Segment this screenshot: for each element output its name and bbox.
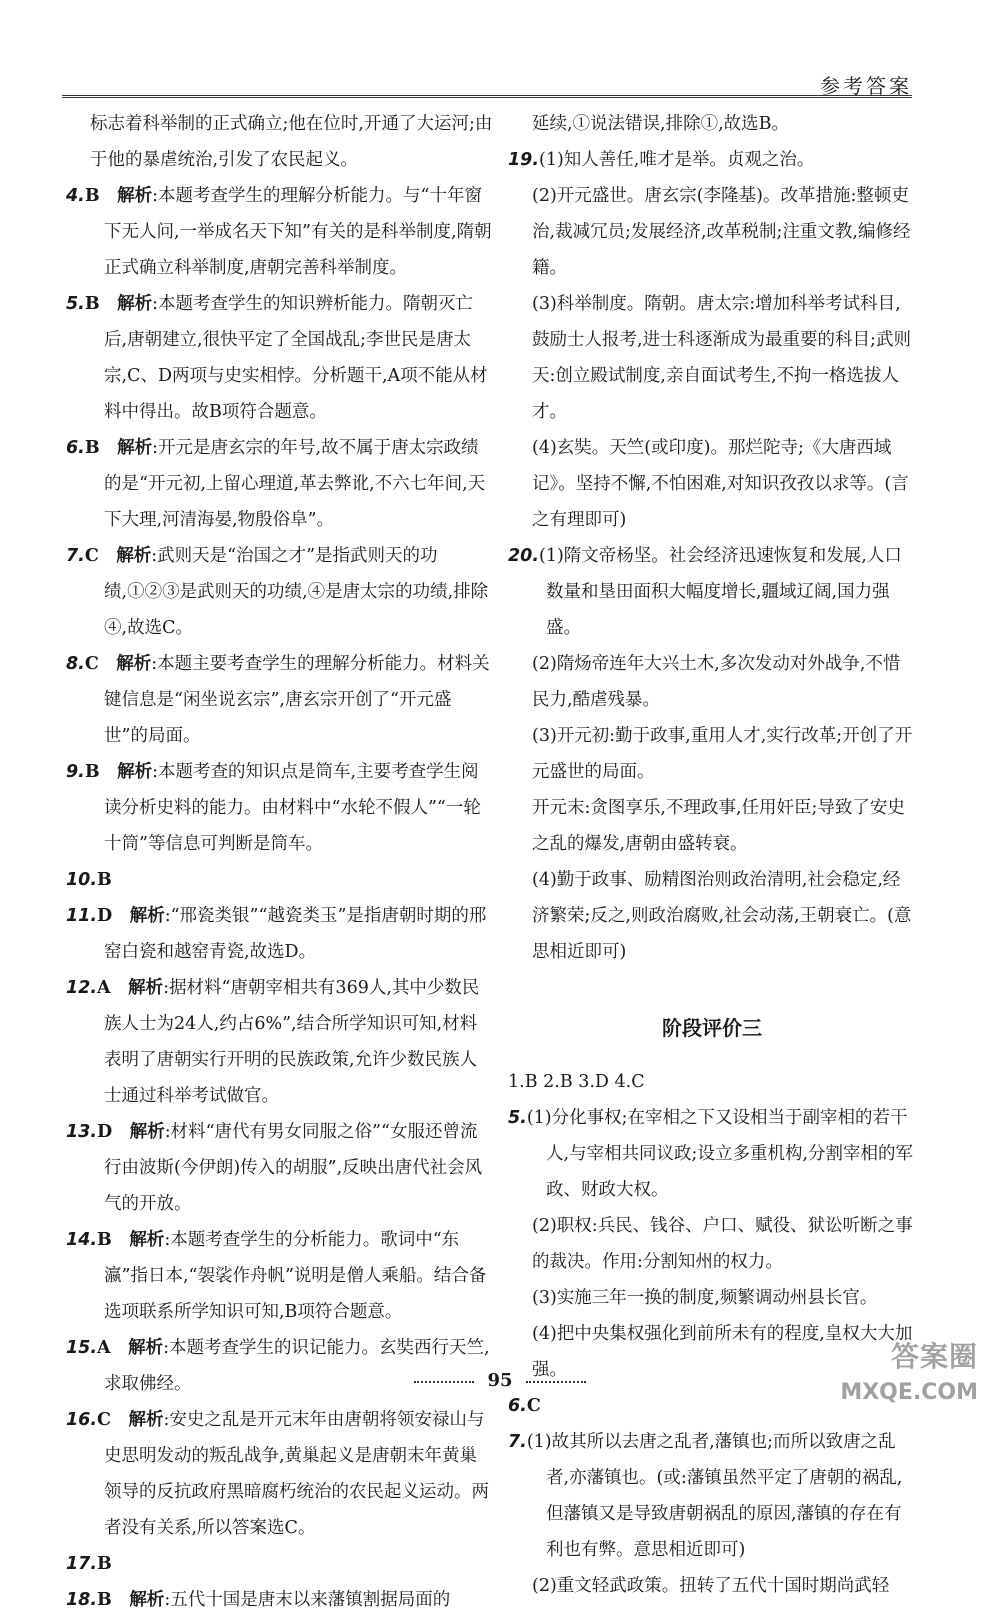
sub-answer: (2)职权:兵民、钱谷、户口、赋役、狱讼听断之事的裁决。作用:分割知州的权力。	[532, 1216, 913, 1272]
answer-item	[66, 538, 494, 646]
question-number: 17.	[66, 1554, 98, 1574]
sub-answer: (2)隋炀帝连年大兴土木,多次发动对外战争,不惜民力,酷虐残暴。	[532, 654, 901, 710]
answer-choice: D	[97, 1122, 113, 1142]
answer-text: (1)故其所以去唐之乱者,藩镇也;而所以致唐之乱者,亦藩镇也。(或:藩镇虽然平定了唐朝的祸乱,但藩镇又是导致唐朝祸乱的原因,藩镇的存在有利也有弊。意思相近即可)	[526, 1432, 903, 1560]
answer-text: :本题考查学生的知识辨析能力。隋朝灭亡后,唐朝建立,很快平定了全国战乱;李世民是唐太宗,C、D两项与史实相悖。分析题干,A项不能从材料中得出。故B项符合题意。	[104, 294, 488, 422]
explanation-label: 解析	[128, 1410, 164, 1430]
answer-choice: B	[97, 1230, 112, 1250]
answer-choice: C	[526, 1396, 541, 1416]
question-number: 14.	[66, 1230, 98, 1250]
question-number: 7.	[508, 1432, 527, 1452]
answer-choice: B	[84, 294, 100, 314]
header-title: 参考答案	[820, 74, 912, 98]
watermark-url	[840, 1380, 978, 1405]
answer-choice: C	[97, 1410, 111, 1430]
answer-text: :本题主要考查学生的理解分析能力。材料关键信息是“闲坐说玄宗”,唐玄宗开创了“开元盛世”的局面。	[104, 654, 490, 746]
sub-answer: (3)实施三年一换的制度,频繁调动州县长官。	[532, 1288, 878, 1308]
watermark-url-text: MXQE.COM	[840, 1380, 978, 1405]
sub-answer: (2)重文轻武政策。扭转了五代十国时期尚武轻	[532, 1576, 890, 1596]
sub-answer: (4)勤于政事、励精图治则政治清明,社会稳定,经济繁荣;反之,则政治腐败,社会动荡,王朝衰亡。(意思相近即可)	[532, 870, 912, 962]
sub-answer: (4)玄奘。天竺(或印度)。那烂陀寺;《大唐西域记》。坚持不懈,不怕困难,对知识孜孜以求等。(言之有理即可)	[532, 438, 909, 530]
answer-text: :本题考查学生的识记能力。玄奘西行天竺,求取佛经。	[104, 1338, 490, 1394]
answer-item	[66, 178, 494, 286]
header-rule	[62, 95, 912, 98]
explanation-label: 解析	[129, 1122, 165, 1142]
answer-text: (1)知人善任,唯才是举。贞观之治。	[539, 150, 815, 170]
explanation-label: 解析	[117, 186, 153, 206]
answer-item	[66, 1222, 494, 1330]
continued-text: 延续,①说法错误,排除①,故选B。	[532, 114, 790, 134]
question-number: 6.	[66, 438, 85, 458]
section-title: 阶段评价三	[662, 1016, 762, 1040]
answer-text: :本题考查学生的理解分析能力。与“十年窗下无人问,一举成名天下知”有关的是科举制度,隋朝正式确立科举制度,唐朝完善科举制度。	[104, 186, 492, 278]
answer-choice: A	[97, 978, 111, 998]
question-number: 4.	[66, 186, 85, 206]
question-number: 18.	[66, 1590, 98, 1610]
answer-text: :安史之乱是开元末年由唐朝将领安禄山与史思明发动的叛乱战争,黄巢起义是唐朝末年黄巢领导的反抗政府黑暗腐朽统治的农民起义运动。两者没有关系,所以答案选C。	[104, 1410, 489, 1538]
explanation-label: 解析	[117, 762, 153, 782]
watermark-text: 答案圈	[890, 1340, 978, 1373]
answer-text: :据材料“唐朝宰相共有369人,其中少数民族人士为24人,约占6%”,结合所学知识可知,材料表明了唐朝实行开明的民族政策,允许少数民族人士通过科举考试做官。	[104, 978, 480, 1106]
explanation-label: 解析	[117, 438, 153, 458]
question-number: 19.	[508, 150, 540, 170]
question-number: 11.	[66, 906, 98, 926]
question-number: 16.	[66, 1410, 98, 1430]
explanation-label: 解析	[129, 1230, 165, 1250]
answer-choice: B	[84, 762, 100, 782]
answer-choice: A	[97, 1338, 111, 1358]
question-number: 20.	[508, 546, 540, 566]
question-number: 7.	[66, 546, 85, 566]
footer-ornament-right	[526, 1381, 586, 1383]
answer-item	[66, 970, 494, 1114]
answer-item	[66, 754, 494, 862]
question-number: 9.	[66, 762, 85, 782]
answer-item	[508, 538, 916, 646]
answer-line: 1.B 2.B 3.D 4.C	[508, 1072, 645, 1092]
page-header	[62, 62, 912, 98]
continued-text: 标志着科举制的正式确立;他在位时,开通了大运河;由于他的暴虐统治,引发了农民起义。	[90, 114, 493, 170]
question-number: 15.	[66, 1338, 98, 1358]
answer-choice: B	[97, 1554, 112, 1574]
answer-text: :五代十国是唐末以来藩镇割据局面的	[164, 1590, 451, 1610]
answer-text: :开元是唐玄宗的年号,故不属于唐太宗政绩的是“开元初,上留心理道,革去弊讹,不六七年间,天下大理,河清海晏,物殷俗阜”。	[104, 438, 486, 530]
explanation-label: 解析	[116, 546, 152, 566]
answer-choice: C	[84, 654, 99, 674]
answer-choice: C	[84, 546, 99, 566]
footer-ornament-left	[414, 1381, 474, 1383]
answer-text: :“邢瓷类银”“越瓷类玉”是指唐朝时期的邢窑白瓷和越窑青瓷,故选D。	[104, 906, 487, 962]
answer-text: (1)隋文帝杨坚。社会经济迅速恢复和发展,人口数量和垦田面积大幅度增长,疆域辽阔,国力强盛。	[539, 546, 902, 638]
question-number: 12.	[66, 978, 98, 998]
question-number: 6.	[508, 1396, 527, 1416]
answer-choice: B	[97, 870, 112, 890]
watermark-logo	[891, 1335, 978, 1375]
answer-item	[66, 1330, 494, 1402]
answer-item	[66, 1582, 494, 1618]
question-number: 8.	[66, 654, 85, 674]
sub-answer: (3)科举制度。隋朝。唐太宗:增加科举考试科目,鼓励士人报考,进士科逐渐成为最重要的科目;武则天:创立殿试制度,亲自面试考生,不拘一格选拔人才。	[532, 294, 911, 422]
answer-item	[508, 1100, 916, 1208]
answer-item	[66, 862, 494, 898]
question-number: 13.	[66, 1122, 98, 1142]
question-number: 10.	[66, 870, 98, 890]
answer-item	[66, 1114, 494, 1222]
answer-item	[508, 1424, 916, 1568]
answer-text: :材料“唐代有男女同服之俗”“女服还曾流行由波斯(今伊朗)传入的胡服”,反映出唐代社会风气的开放。	[104, 1122, 483, 1214]
answer-text: :本题考查的知识点是筒车,主要考查学生阅读分析史料的能力。由材料中“水轮不假人”“一轮十筒”等信息可判断是筒车。	[104, 762, 481, 854]
question-number: 5.	[66, 294, 85, 314]
answer-text: :本题考查学生的分析能力。歌词中“东瀛”指日本,“袈裟作舟帆”说明是僧人乘船。结合备选项联系所学知识可知,B项符合题意。	[104, 1230, 487, 1322]
answer-item	[66, 286, 494, 430]
explanation-label: 解析	[128, 978, 164, 998]
answer-item	[66, 898, 494, 970]
sub-answer: (4)把中央集权强化到前所未有的程度,皇权大大加强。	[532, 1324, 913, 1380]
sub-answer: (2)开元盛世。唐玄宗(李隆基)。改革措施:整顿吏治,裁减冗员;发展经济,改革税制;注重文教,编修经籍。	[532, 186, 911, 278]
answer-item	[66, 1546, 494, 1582]
explanation-label: 解析	[116, 654, 152, 674]
answer-text: (1)分化事权;在宰相之下又设相当于副宰相的若干人,与宰相共同议政;设立多重机构,分割宰相的军政、财政大权。	[526, 1108, 914, 1200]
answer-item	[66, 430, 494, 538]
explanation-label: 解析	[128, 1338, 164, 1358]
answer-item	[66, 1402, 494, 1546]
answer-item	[508, 142, 916, 178]
left-column	[66, 106, 494, 1618]
answer-choice: B	[84, 438, 100, 458]
sub-answer: (3)开元初:勤于政事,重用人才,实行改革;开创了开元盛世的局面。	[532, 726, 913, 782]
answer-choice: B	[84, 186, 100, 206]
page-number: 95	[487, 1370, 513, 1391]
answer-choice: B	[97, 1590, 112, 1610]
explanation-label: 解析	[117, 294, 153, 314]
answer-item	[66, 646, 494, 754]
explanation-label: 解析	[129, 906, 165, 926]
sub-answer: 开元末:贪图享乐,不理政事,任用奸臣;导致了安史之乱的爆发,唐朝由盛转衰。	[532, 798, 905, 854]
explanation-label: 解析	[129, 1590, 165, 1610]
answer-choice: D	[97, 906, 113, 926]
question-number: 5.	[508, 1108, 527, 1128]
answer-text: :武则天是“治国之才”是指武则天的功绩,①②③是武则天的功绩,④是唐太宗的功绩,排除④,故选C。	[104, 546, 489, 638]
